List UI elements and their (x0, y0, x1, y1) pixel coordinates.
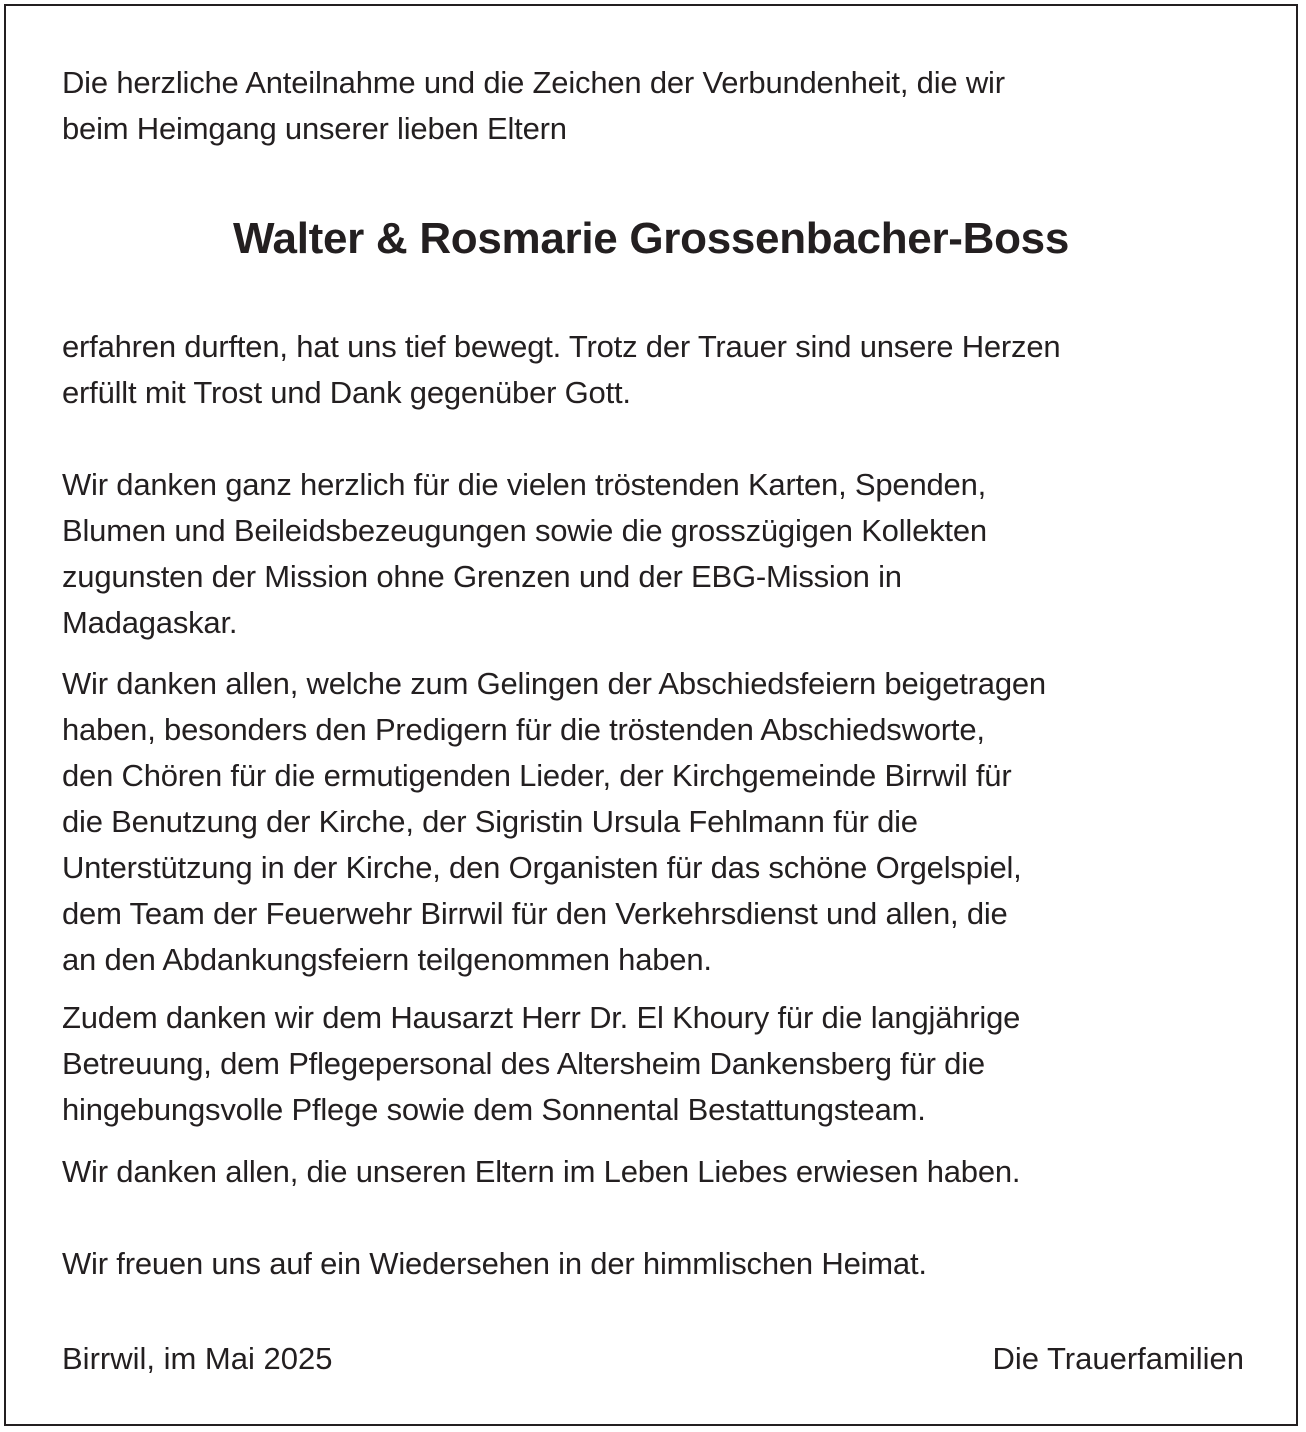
paragraph-feelings: erfahren durften, hat uns tief bewegt. Trotz der Trauer sind unsere Herzen erfüllt mit Trost und Dank gegenüber Gott. (62, 329, 1061, 410)
place-date: Birrwil, im Mai 2025 (62, 1341, 333, 1376)
paragraph-thanks-ceremony: Wir danken allen, welche zum Gelingen der Abschiedsfeiern beigetragen haben, besonders den Predigern für die tröstenden Abschiedsworte, den Chören für die ermutigenden Lieder, der Kirchgemeinde Birrwil für die Benutzung der Kirche, der Sigristin Ursula Fehlmann für die Unterstützung in der Kirche, den Organisten für das schöne Orgelspiel, dem Team der Feuerwehr Birrwil für den Verkehrsdienst und allen, die an den Abdankungsfeiern teilgenommen haben. (62, 666, 1046, 977)
obituary-notice (4, 4, 1298, 1426)
deceased-names: Walter & Rosmarie Grossenbacher-Boss (232, 214, 1070, 263)
paragraph-thanks-care: Zudem danken wir dem Hausarzt Herr Dr. El Khoury für die langjährige Betreuung, dem Pflegepersonal des Altersheim Dankensberg für die hingebungsvolle Pflege sowie dem Sonnental Bestattungsteam. (62, 1000, 1021, 1127)
intro-text: Die herzliche Anteilnahme und die Zeichen der Verbundenheit, die wir beim Heimgang unserer lieben Eltern (62, 65, 1005, 146)
paragraph-reunion: Wir freuen uns auf ein Wiedersehen in der himmlischen Heimat. (62, 1246, 927, 1281)
paragraph-thanks-cards: Wir danken ganz herzlich für die vielen tröstenden Karten, Spenden, Blumen und Beileidsbezeugungen sowie die grosszügigen Kollekten zugunsten der Mission ohne Grenzen und der EBG-Mission in Madagaskar. (62, 467, 987, 640)
signature: Die Trauerfamilien (992, 1341, 1244, 1376)
paragraph-thanks-all: Wir danken allen, die unseren Eltern im Leben Liebes erwiesen haben. (62, 1154, 1021, 1189)
